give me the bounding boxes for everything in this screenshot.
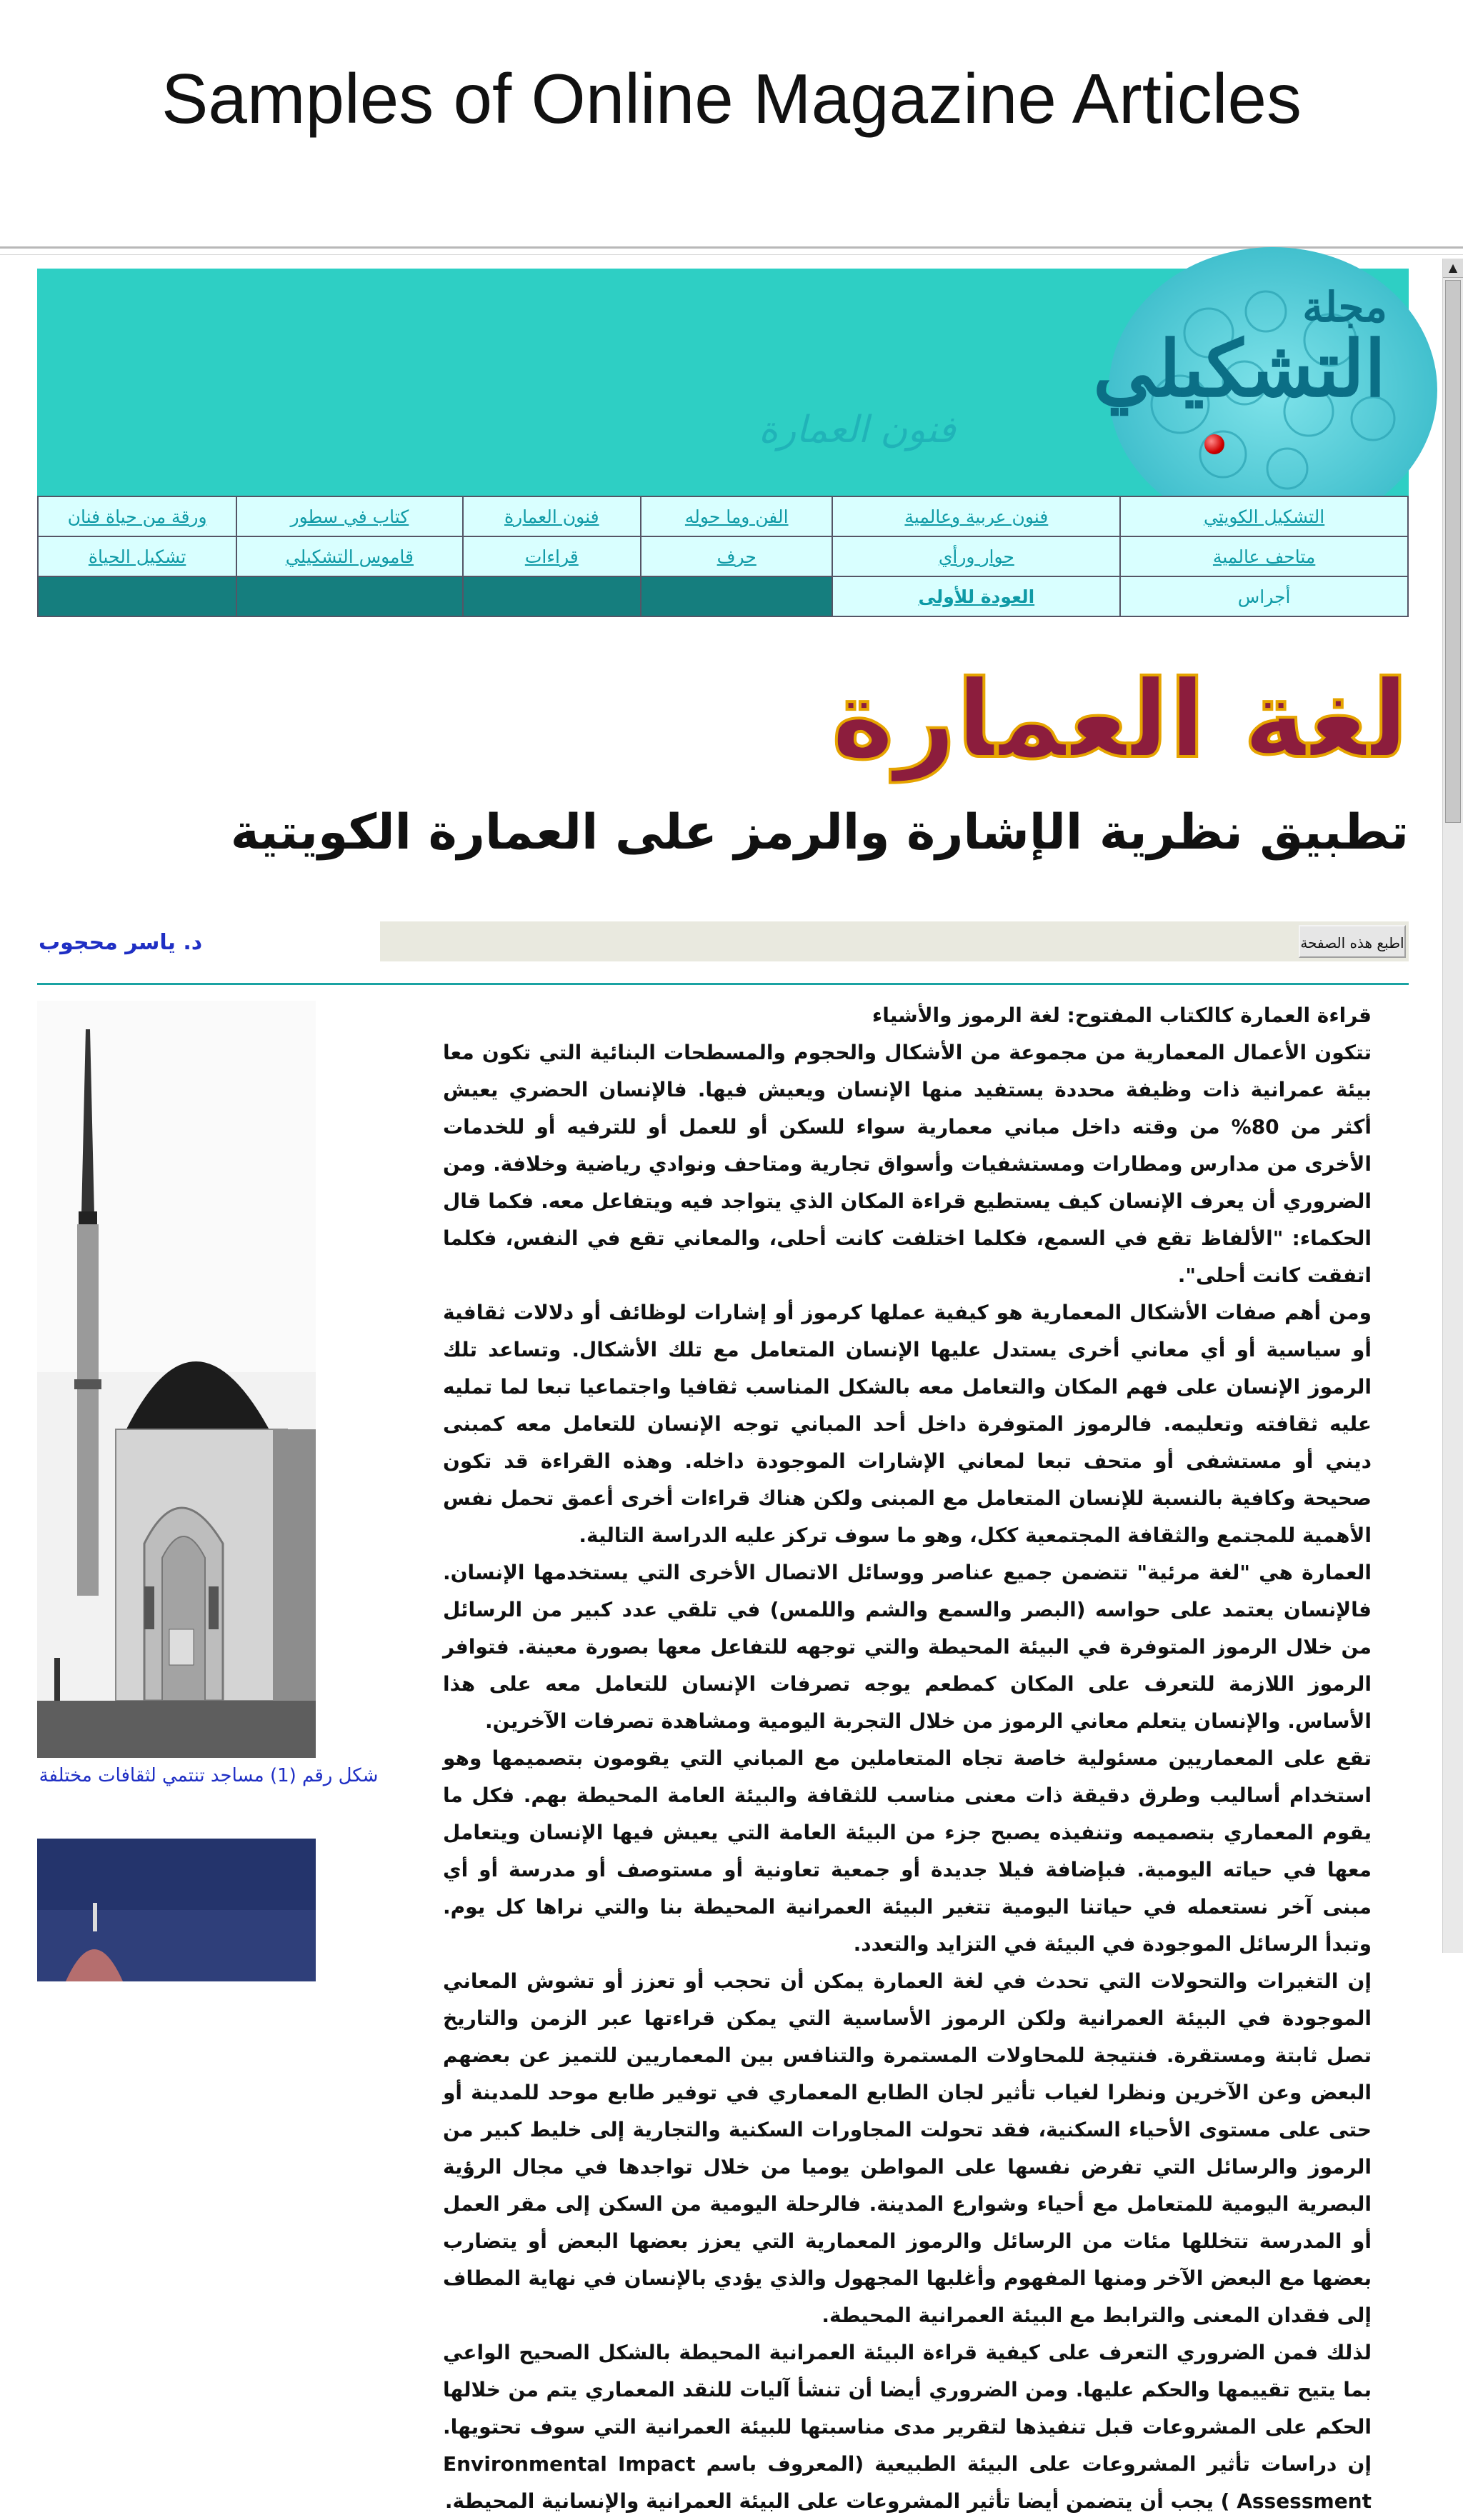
nav-link-arab-world-arts[interactable]: فنون عربية وعالمية <box>904 506 1049 527</box>
print-page-button[interactable]: اطبع هذه الصفحة <box>1299 925 1406 958</box>
nav-link-world-museums[interactable]: متاحف عالمية <box>1212 546 1316 567</box>
divider-line <box>37 983 1409 985</box>
nav-cell[interactable] <box>236 496 462 536</box>
article-paragraph: تقع على المعماريين مسئولية خاصة تجاه المتعاملين مع المباني التي يقومون بتصميمها وهو استخدام أساليب وطرق دقيقة ذات معنى مناسب للثقافة والبيئة العامة المحيطة بهم. فكل ما يقوم المعماري بتصميمه وتنفيذه يصبح جزء من البيئة العامة التي يعيش فيها الإنسان ويتعامل معها في حياته اليومية. فبإضافة فيلا جديدة أو جمعية تعاونية أو مستوصف أو مدرسة أو أي مبنى آخر نستعمله في حياتنا اليومية تتغير البيئة العمرانية المحيطة بنا والتي نراها كل يوم. وتبدأ الرسائل الموجودة في البيئة في التزايد والتعدد. <box>443 1746 1372 1956</box>
nav-cell[interactable] <box>38 496 236 536</box>
nav-empty-cell <box>641 576 833 616</box>
photo-caption: شكل رقم (1) مساجد تنتمي لثقافات مختلفة <box>39 1765 379 1786</box>
nav-link-book-in-lines[interactable]: كتاب في سطور <box>290 506 409 527</box>
nav-link-artist-life[interactable]: ورقة من حياة فنان <box>67 506 207 527</box>
nav-link-readings[interactable]: قراءات <box>524 546 579 567</box>
magazine-logo: التشكيلي <box>1093 324 1386 414</box>
article-paragraph: تتكون الأعمال المعمارية من مجموعة من الأشكال والحجوم والمسطحات البنائية التي تكون معا بيئة عمرانية ذات وظيفة محددة يستفيد منها الإنسان ويعيش فيها. فالإنسان الحضري يعيش أكثر من 80% من وقته داخل مباني معمارية سواء للسكن أو للعمل أو للترفيه أو للخدمات الأخرى من مدارس ومطارات ومستشفيات وأسواق تجارية ومتاحف ونوادي رياضية وخلافة. ومن الضروري أن يعرف الإنسان كيف يستطيع قراءة المكان الذي يتواجد فيه ويتفاعل معه. فكما قال الحكماء: "الألفاظ تقع في السمع، فكلما اختلفت كانت أحلى، والمعاني تقع في النفس، فكلما اتفقت كانت أحلى". <box>443 1041 1372 1287</box>
article-paragraph: إن التغيرات والتحولات التي تحدث في لغة العمارة يمكن أن تحجب أو تعزز أو تشوش المعاني الموجودة في البيئة العمرانية ولكن الرموز الأساسية التي يمكن قراءتها عبر الزمن والتاريخ تصل ثابتة ومستقرة. فنتيجة للمحاولات المستمرة والتنافس بين المعماريين للتميز عن بعضهم البعض وعن الآخرين ونظرا لغياب تأثير لجان الطابع المعماري في توفير طابع موحد للمدينة أو حتى على مستوى الأحياء السكنية، فقد تحولت المجاورات السكنية والتجارية إلى خليط كبير من الرموز والرسائل التي تفرض نفسها على المواطن يوميا من خلال تواجدها في مجال الرؤية البصرية اليومية للمتعامل مع أحياء وشوارع المدينة. فالرحلة اليومية من السكن إلى مقر العمل أو المدرسة تتخللها مئات من الرسائل والرموز المعمارية التي يعزز بعضها البعض أو يتضارب بعضها مع البعض الآخر ومنها المفهوم وأغلبها المجهول والذي يؤدي بالإنسان في نهاية المطاف إلى فقدان المعنى والترابط مع البيئة العمرانية المحيطة. <box>443 1969 1372 2327</box>
scroll-up-arrow-icon[interactable]: ▲ <box>1443 259 1463 278</box>
nav-link-back-home[interactable]: العودة للأولى <box>918 586 1035 607</box>
article-author: د. ياسر محجوب <box>39 930 203 955</box>
magazine-banner <box>37 269 1409 496</box>
nav-cell[interactable] <box>463 536 641 576</box>
mosque-photo <box>37 1001 316 1758</box>
nav-cell[interactable] <box>641 536 833 576</box>
article-subtitle: تطبيق نظرية الإشارة والرمز على العمارة الكويتية <box>230 804 1409 861</box>
nav-link-kuwaiti-art[interactable]: التشكيل الكويتي <box>1203 506 1325 527</box>
section-navigation <box>37 496 1409 617</box>
nav-cell[interactable] <box>641 496 833 536</box>
nav-link-dialogue-opinion[interactable]: حوار ورأي <box>938 546 1014 567</box>
nav-link-crafts[interactable]: حرف <box>716 546 757 567</box>
nav-empty-cell <box>463 576 641 616</box>
second-photo <box>37 1839 316 1981</box>
nav-link-architecture-arts[interactable]: فنون العمارة <box>504 506 599 527</box>
nav-link-dictionary[interactable]: قاموس التشكيلي <box>285 546 414 567</box>
nav-cell[interactable] <box>236 536 462 576</box>
nav-empty-cell <box>38 576 236 616</box>
article-title: لغة العمارة <box>831 658 1409 782</box>
nav-link-shaping-life[interactable]: تشكيل الحياة <box>88 546 186 567</box>
article-body <box>443 997 1372 2520</box>
nav-cell[interactable] <box>463 496 641 536</box>
scroll-thumb[interactable] <box>1445 280 1461 823</box>
article-paragraph: ومن أهم صفات الأشكال المعمارية هو كيفية عملها كرموز أو إشارات لوظائف أو دلالات ثقافية أو سياسية أو أي معاني أخرى يستدل عليها الإنسان المتعامل مع تلك الأشكال. وتساعد تلك الرموز الإنسان على فهم المكان والتعامل معه بالشكل المناسب ثقافيا واجتماعيا تبعا لما تمليه عليه ثقافته وتعليمه. فالرموز المتوفرة داخل أحد المباني توجه الإنسان للتعامل معه كمبنى ديني أو مستشفى أو متحف تبعا لمعاني الإشارات الموجودة داخله. وهذه القراءة قد تكون صحيحة وكافية بالنسبة للإنسان المتعامل مع المبنى ولكن هناك قراءات أخرى أعمق تحمل نفس الأهمية للمجتمع والثقافة المجتمعية ككل، وهو ما سوف تركز عليه الدراسة التالية. <box>443 1301 1372 1547</box>
article-paragraph: لذلك فمن الضروري التعرف على كيفية قراءة البيئة العمرانية المحيطة بالشكل الصحيح الواعي بما يتيح تقييمها والحكم عليها. ومن الضروري أيضا أن تنشأ آليات للنقد المعماري يتم من خلالها الحكم على المشروعات قبل تنفيذها لتقرير مدى مناسبتها للبيئة العمرانية التي سوف تحتويها. إن دراسات تأثير المشروعات على البيئة الطبيعية (المعروف باسم Environmental Impact Assessment ) يجب أن يتضمن أيضا تأثير المشروعات على البيئة العمرانية والإنسانية المحيطة. <box>443 2341 1372 2513</box>
article-heading: قراءة العمارة كالكتاب المفتوح: لغة الرموز والأشياء <box>872 1004 1372 1027</box>
browser-content-area <box>0 246 1463 2513</box>
nav-cell[interactable] <box>832 536 1120 576</box>
section-tagline: فنون العمارة <box>759 409 956 451</box>
print-toolbar <box>380 921 1409 961</box>
nav-link-art-around[interactable]: الفن وما حوله <box>684 506 789 527</box>
slide-title: Samples of Online Magazine Articles <box>161 59 1302 138</box>
logo-red-dot <box>1204 434 1224 454</box>
nav-cell[interactable] <box>832 496 1120 536</box>
nav-cell[interactable] <box>1120 496 1408 536</box>
article-paragraph: العمارة هي "لغة مرئية" تتضمن جميع عناصر ووسائل الاتصال الأخرى التي يستخدمها الإنسان. فالإنسان يعتمد على حواسه (البصر والسمع والشم واللمس) في تلقي عدد كبير من الرسائل من خلال الرموز المتوفرة في البيئة المحيطة والتي توجهه للتفاعل معها بصورة معينة. فتوافر الرموز اللازمة للتعرف على المكان كمطعم يوجه تصرفات الإنسان للتعامل معه على هذا الأساس. والإنسان يتعلم معاني الرموز من خلال التجربة اليومية ومشاهدة تصرفات الآخرين. <box>443 1561 1372 1733</box>
nav-cell[interactable] <box>1120 536 1408 576</box>
vertical-scrollbar[interactable] <box>1442 259 1463 1953</box>
nav-cell[interactable] <box>38 536 236 576</box>
nav-cell[interactable] <box>832 576 1120 616</box>
magazine-logo-sub: مجلة <box>1302 283 1387 331</box>
nav-empty-cell <box>236 576 462 616</box>
nav-cell-bells[interactable]: أجراس <box>1120 576 1408 616</box>
